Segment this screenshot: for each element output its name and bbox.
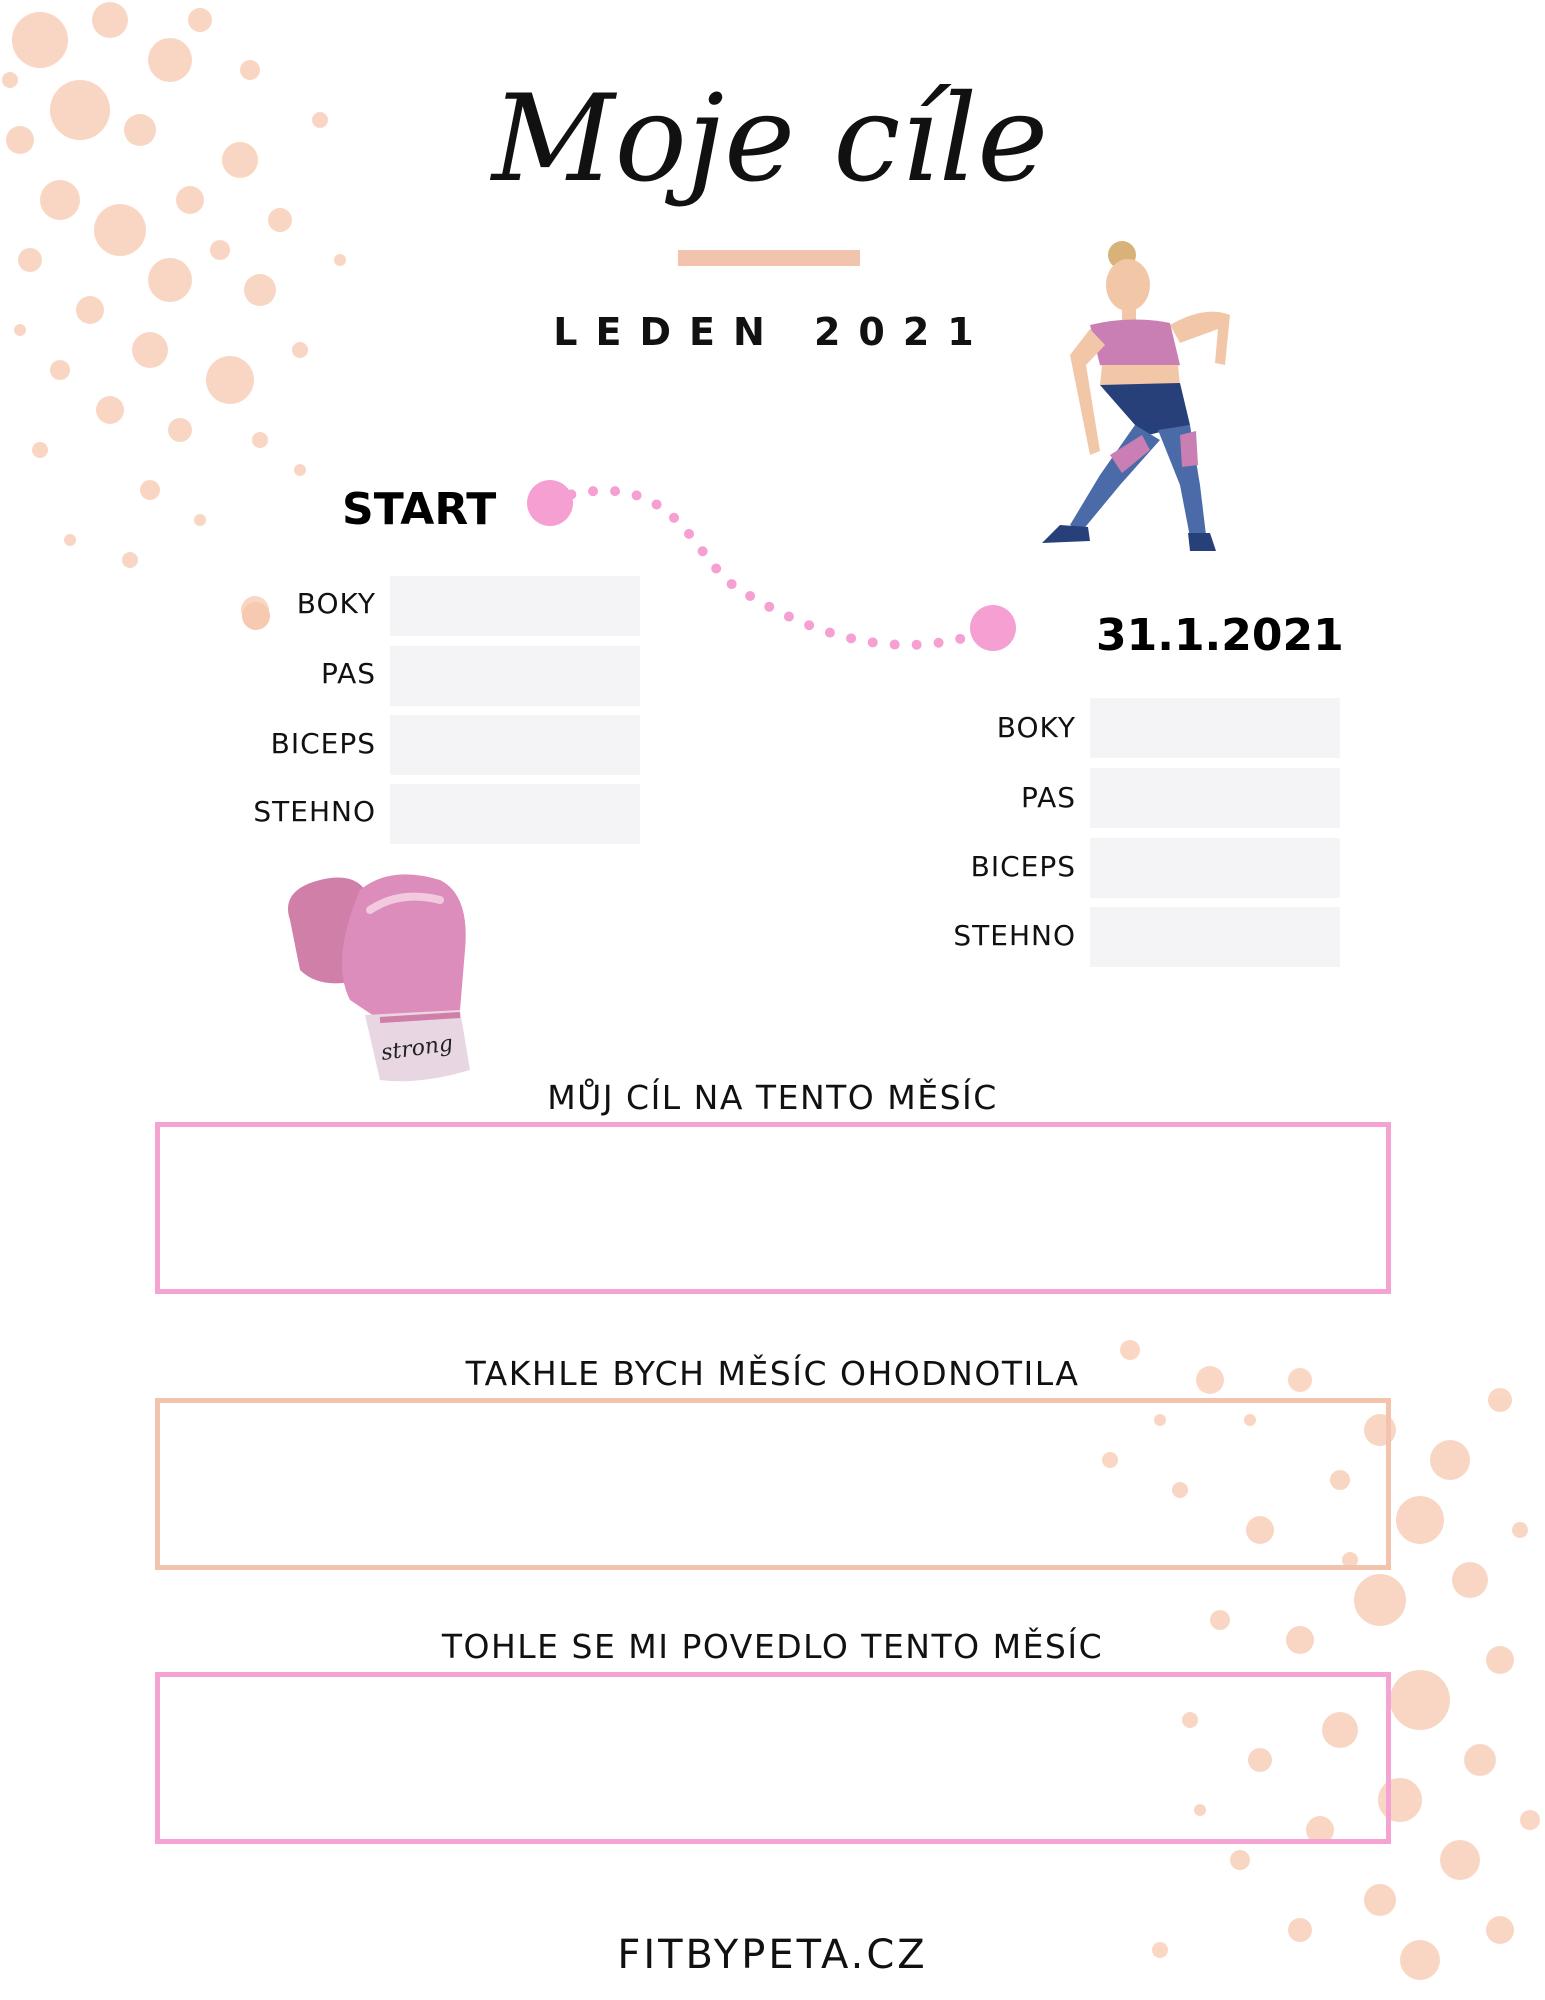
end-label-stehno: STEHNO [953,919,1076,952]
goal-heading-2: TAKHLE BYCH MĚSÍC OHODNOTILA [465,1354,1080,1393]
woman-stretching-illustration [1030,225,1290,570]
end-label-biceps: BICEPS [970,850,1076,883]
goal-box-3[interactable] [155,1672,1391,1844]
start-dot [527,480,573,526]
page-title-text: Moje cíle [491,70,1049,209]
goal-box-2[interactable] [155,1398,1391,1570]
start-heading: START [342,484,497,535]
end-dot [970,605,1016,651]
end-label-boky: BOKY [996,711,1076,744]
start-pas-field[interactable] [390,646,640,706]
start-biceps-field[interactable] [390,715,640,775]
end-pas-field[interactable] [1090,768,1340,828]
end-biceps-field[interactable] [1090,838,1340,898]
end-heading: 31.1.2021 [1096,610,1344,661]
end-label-pas: PAS [1020,781,1076,814]
goal-heading-1: MŮJ CÍL NA TENTO MĚSÍC [547,1078,998,1117]
goal-heading-3: TOHLE SE MI POVEDLO TENTO MĚSÍC [441,1627,1104,1666]
page-subtitle: LEDEN 2021 [553,310,992,354]
boxing-glove-illustration [270,870,495,1090]
start-label-pas: PAS [320,657,376,690]
start-label-biceps: BICEPS [270,727,376,760]
title-underline [678,250,860,266]
glove-text: strong [379,1031,455,1066]
start-boky-field[interactable] [390,576,640,636]
end-boky-field[interactable] [1090,698,1340,758]
page-title [420,55,1120,255]
footer-website: FITBYPETA.CZ [617,1932,928,1978]
goal-box-1[interactable] [155,1122,1391,1294]
start-label-boky: BOKY [296,587,376,620]
start-label-stehno: STEHNO [253,795,376,828]
start-stehno-field[interactable] [390,784,640,844]
end-stehno-field[interactable] [1090,907,1340,967]
